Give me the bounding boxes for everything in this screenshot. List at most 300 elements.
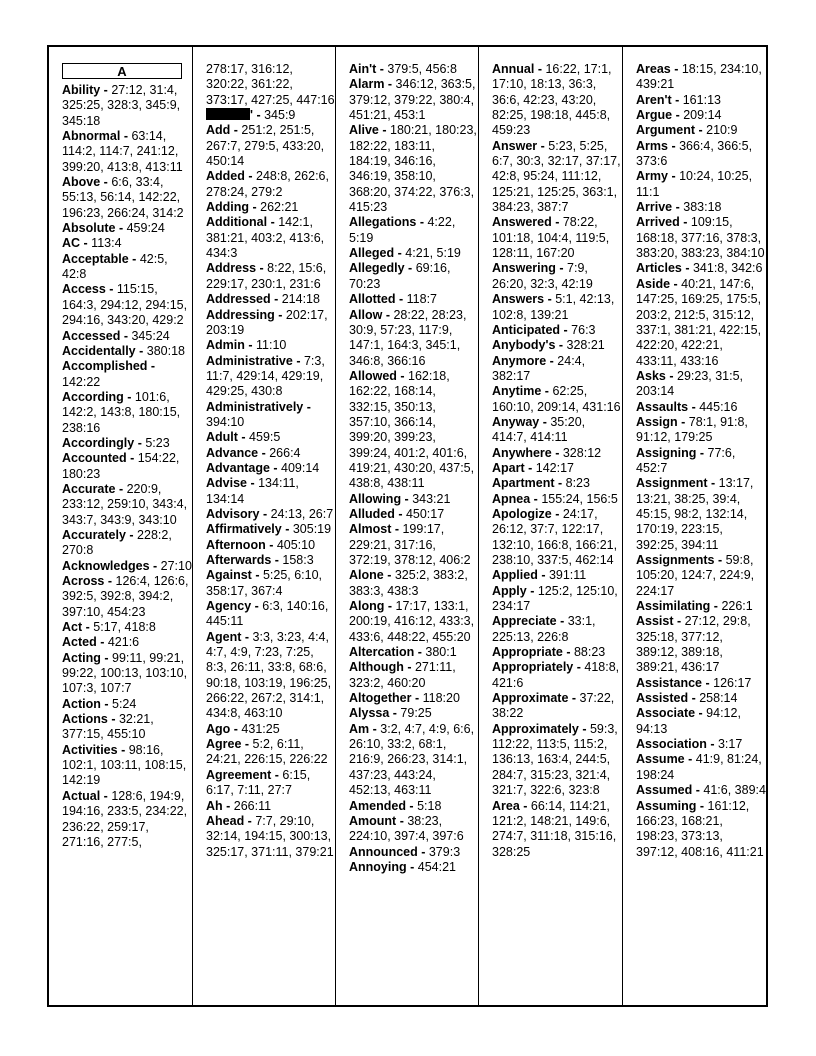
index-entry [62, 651, 192, 697]
index-term: Anymore [492, 353, 547, 368]
index-term: Above [62, 175, 101, 190]
term-separator: - [259, 506, 271, 521]
page-line-refs: 42:5, 42:8 [62, 251, 168, 282]
page-line-refs: 17:17, 133:1, 200:19, 416:12, 433:3, 433:6, 448:22, 455:20 [349, 599, 475, 644]
index-entry [206, 630, 335, 722]
index-term: Allowed [349, 368, 397, 383]
index-entry [492, 660, 622, 691]
term-separator: - [376, 62, 388, 76]
index-term: Almost [349, 522, 392, 537]
term-separator: - [222, 798, 234, 813]
index-term: Alleged [349, 246, 395, 261]
index-term: Alone [349, 568, 384, 583]
page-line-refs: 7:9, 26:20, 32:3, 42:19 [492, 261, 593, 291]
index-term: Argument [636, 123, 696, 138]
index-term: Alive [349, 123, 379, 138]
index-term: Articles [636, 261, 682, 276]
index-entry [636, 614, 766, 675]
term-separator: - [241, 629, 253, 644]
index-entry [62, 635, 192, 650]
page-line-refs: 5:23 [145, 435, 170, 450]
index-term: Assignments [636, 553, 715, 567]
index-term: Adding [206, 200, 250, 215]
page-line-refs: 27:10 [160, 558, 192, 573]
index-entry [206, 814, 335, 860]
index-entry [206, 599, 335, 630]
term-separator: - [714, 553, 726, 567]
term-separator: - [396, 368, 409, 383]
index-term: Amended [349, 798, 406, 813]
index-term: Assist [636, 614, 674, 629]
index-term: Alyssa [349, 706, 390, 721]
index-term: Agree [206, 737, 242, 752]
index-entry [62, 221, 192, 236]
page-line-refs: 38:23, 224:10, 397:4, 397:6 [349, 813, 464, 844]
index-entry [206, 123, 335, 169]
index-term: Association [636, 737, 707, 752]
term-separator: - [696, 798, 708, 813]
index-entry [349, 215, 478, 246]
index-term: Agreement [206, 767, 272, 782]
index-term: Allow [349, 307, 383, 322]
index-entry [206, 200, 335, 215]
term-separator: - [688, 691, 700, 706]
index-term: Accurate [62, 481, 116, 496]
index-term: Applied [492, 568, 538, 583]
term-separator: - [679, 215, 691, 230]
index-entry [636, 200, 766, 215]
term-separator: - [369, 721, 381, 736]
index-entry [636, 553, 766, 599]
page-line-refs: 40:21, 147:6, 147:25, 169:25, 175:5, 203:2, 212:5, 315:12, 337:1, 381:21, 422:15, 422:20, 422:21, 433:11, 433:16 [636, 276, 762, 368]
term-separator: - [672, 200, 684, 215]
index-term: Annual [492, 62, 535, 76]
index-entry [636, 369, 766, 400]
index-term: Anyway [492, 414, 540, 429]
page-line-refs: 113:4 [91, 236, 122, 251]
page-line-refs: 251:2, 251:5, 267:7, 279:5, 433:20, 450:14 [206, 123, 325, 169]
index-entry [206, 446, 335, 461]
term-separator: - [707, 476, 719, 491]
term-separator: - [556, 614, 568, 629]
page-line-refs: 59:8, 105:20, 124:7, 224:9, 224:17 [636, 553, 755, 598]
page-line-refs: 209:14 [683, 108, 722, 123]
term-separator: - [539, 414, 551, 429]
index-term: Allegations [349, 215, 417, 230]
index-entry [636, 799, 766, 860]
index-entry [62, 620, 192, 635]
term-separator: - [396, 813, 408, 828]
term-separator: - [688, 399, 700, 414]
page-line-refs: 35:20, 414:7, 414:11 [492, 414, 586, 445]
page-line-refs: 115:15, 164:3, 294:12, 294:15, 294:16, 343:20, 429:2 [62, 282, 188, 328]
page-line-refs: 78:22, 101:18, 104:4, 119:5, 128:11, 167:20 [492, 215, 610, 261]
term-separator: - [416, 215, 428, 230]
term-separator: - [665, 368, 677, 383]
index-term: AC [62, 236, 81, 251]
page-line-refs: 325:2, 383:2, 383:3, 438:3 [349, 568, 468, 598]
index-entry [492, 645, 622, 660]
index-term: Announced [349, 844, 418, 859]
page-line-refs: 6:6, 33:4, 55:13, 56:14, 142:22, 196:23, 266:24, 314:2 [62, 175, 184, 220]
term-separator: - [414, 645, 426, 660]
index-entry [349, 246, 478, 261]
index-term: Army [636, 169, 668, 184]
term-separator: - [405, 798, 418, 813]
term-separator: - [258, 445, 270, 460]
page-line-refs: 459:5 [249, 430, 281, 445]
page-line-refs: 13:17, 13:21, 38:25, 39:4, 45:15, 98:2, 132:14, 170:19, 223:15, 392:25, 394:11 [636, 476, 754, 552]
page-line-refs: 214:18 [281, 292, 320, 307]
term-separator: - [706, 737, 718, 752]
term-separator: - [244, 338, 256, 353]
term-separator: - [684, 752, 696, 767]
term-separator: - [681, 261, 693, 276]
index-term: Against [206, 568, 252, 583]
page-line-refs: 379:3 [428, 844, 461, 859]
index-term: Allotted [349, 292, 396, 307]
index-term: Anytime [492, 384, 542, 399]
index-term: Anybody's [492, 338, 556, 353]
term-separator: - [105, 282, 117, 297]
index-entry [206, 768, 335, 799]
index-entry [492, 261, 622, 292]
page-line-refs: 66:14, 114:21, 121:2, 148:21, 149:6, 274:7, 311:18, 315:16, 328:25 [492, 798, 617, 859]
page-line-refs: 24:4, 382:17 [492, 353, 586, 383]
index-entry [206, 354, 335, 400]
term-separator: - [100, 650, 112, 665]
index-term: Acted [62, 635, 97, 650]
term-separator: - [562, 645, 574, 660]
term-separator: - [115, 481, 127, 496]
index-term: Afternoon [206, 537, 266, 552]
index-entry [62, 712, 192, 743]
index-entry [636, 108, 766, 123]
index-term: Apply [492, 583, 527, 598]
page-line-refs: 98:16, 102:1, 103:11, 108:15, 142:19 [62, 742, 187, 788]
index-entry [349, 292, 478, 307]
index-term: Admin [206, 338, 245, 353]
index-entry [62, 789, 192, 850]
term-separator: - [244, 169, 256, 184]
page-line-refs: 405:10 [276, 537, 316, 552]
index-term: Although [349, 660, 404, 675]
term-separator: - [265, 537, 277, 552]
term-separator: - [544, 292, 556, 307]
index-entry [636, 599, 766, 614]
term-separator: - [541, 384, 553, 399]
index-entry [492, 62, 622, 139]
index-entry [206, 400, 335, 431]
term-separator: - [107, 712, 119, 727]
index-entry [349, 599, 478, 645]
page-line-refs: 345:24 [131, 328, 170, 343]
index-term: Ain't [349, 62, 377, 76]
index-column-5 [623, 47, 766, 1005]
index-entry [62, 436, 192, 451]
term-separator: - [120, 328, 132, 343]
page-line-refs: 379:5, 456:8 [387, 62, 457, 76]
page-line-refs: 29:23, 31:5, 203:14 [636, 368, 744, 399]
term-separator: - [551, 506, 563, 521]
index-term: Answer [492, 138, 538, 153]
index-entry [206, 338, 335, 353]
index-term: Assignment [636, 476, 708, 491]
page-line-refs: 459:24 [126, 221, 165, 236]
index-entry [349, 123, 478, 215]
index-entry [62, 252, 192, 283]
page-line-refs: 109:15, 168:18, 377:16, 378:3, 383:20, 383:23, 384:10 [636, 215, 765, 261]
index-term: Advance [206, 445, 259, 460]
index-term: Along [349, 599, 385, 614]
page-line-refs: 154:22, 180:23 [62, 451, 180, 481]
page-line-refs: 4:21, 5:19 [405, 246, 461, 261]
page-line-refs: 118:7 [406, 292, 437, 307]
page-line-refs: 63:14, 114:2, 114:7, 241:12, 399:20, 413:8, 413:11 [62, 129, 183, 174]
index-entry [206, 476, 335, 507]
page-line-refs: 161:12, 166:23, 168:21, 198:23, 373:13, 397:12, 408:16, 411:21 [636, 798, 764, 859]
index-term: Assimilating [636, 599, 711, 614]
index-term: Allegedly [349, 261, 405, 276]
term-separator: - [115, 221, 127, 236]
term-separator: - [135, 343, 147, 358]
index-term: Accordingly [62, 435, 135, 450]
index-entry [206, 108, 335, 123]
index-term: Arrive [636, 200, 673, 215]
index-term: Absolute [62, 221, 116, 236]
index-entry [492, 139, 622, 216]
page-line-refs: 341:8, 342:6 [692, 261, 763, 276]
term-separator: - [267, 215, 279, 230]
term-separator: - [578, 721, 590, 736]
section-letter-heading: A [62, 63, 182, 79]
page-line-refs: 266:11 [233, 798, 272, 813]
index-term: Altercation [349, 645, 415, 660]
index-column-1 [49, 47, 193, 1005]
index-term: Accessed [62, 328, 121, 343]
index-term: Am [349, 721, 370, 736]
term-separator: - [251, 568, 263, 583]
term-separator: - [546, 353, 558, 368]
index-term: Administratively [206, 399, 304, 414]
index-entry [349, 691, 478, 706]
page-line-refs: 418:8, 421:6 [492, 660, 620, 690]
page-line-refs: 5:25, 6:10, 358:17, 367:4 [206, 568, 323, 598]
term-separator: - [395, 292, 407, 307]
page-line-refs: 33:1, 225:13, 226:8 [492, 614, 596, 644]
term-separator: - [526, 583, 538, 598]
page-line-refs: 199:17, 229:21, 317:16, 372:19, 378:12, 406:2 [349, 522, 471, 567]
index-entry [636, 476, 766, 553]
index-term: Assisted [636, 691, 689, 706]
page-line-refs: 3:17 [717, 737, 743, 752]
term-separator: - [247, 476, 259, 491]
index-entry [206, 292, 335, 307]
index-term: Addressing [206, 307, 275, 322]
index-term: Assign [636, 414, 678, 429]
index-column-2 [193, 47, 336, 1005]
term-separator: - [80, 236, 92, 251]
page-line-refs: 228:2, 270:8 [62, 527, 172, 558]
index-term: Affirmatively [206, 522, 282, 537]
index-entry [62, 83, 192, 129]
index-entry [349, 722, 478, 799]
index-entry [492, 415, 622, 446]
index-term: Asks [636, 368, 666, 383]
page-line-refs: 76:3 [571, 322, 596, 337]
index-term: Approximate [492, 691, 569, 706]
page-line-refs: 180:21, 180:23, 182:22, 183:11, 184:19, 346:16, 346:19, 358:10, 368:20, 374:22, 376:3, 415:23 [349, 123, 477, 215]
index-term: Altogether [349, 691, 412, 706]
index-entry [62, 344, 192, 359]
index-entry [349, 706, 478, 721]
index-entry [636, 93, 766, 108]
page-line-refs: 78:1, 91:8, 91:12, 179:25 [636, 414, 748, 445]
index-entry [62, 236, 192, 251]
index-entry [492, 568, 622, 583]
term-separator: - [292, 353, 304, 368]
term-separator: - [126, 451, 138, 466]
index-entry [636, 783, 766, 798]
index-entry [492, 215, 622, 261]
page-line-refs: 62:25, 160:10, 209:14, 431:16 [492, 384, 621, 414]
index-term: Addressed [206, 292, 271, 307]
index-term: Anticipated [492, 322, 561, 337]
index-term: Acting [62, 650, 101, 665]
index-entry [62, 482, 192, 528]
index-term: Argue [636, 108, 673, 123]
index-entry [206, 215, 335, 261]
page-line-refs: 88:23 [573, 645, 606, 660]
term-separator: - [123, 389, 135, 404]
index-entry [349, 261, 478, 292]
term-separator: - [249, 200, 261, 215]
index-entry [492, 799, 622, 860]
page-line-refs: 142:1, 381:21, 403:2, 413:6, 434:3 [206, 215, 325, 261]
index-entry [349, 860, 478, 875]
index-term: Assaults [636, 399, 689, 414]
index-entry [62, 743, 192, 789]
page-line-refs: 41:9, 81:24, 198:24 [636, 752, 762, 782]
index-entry [349, 645, 478, 660]
index-entry [636, 215, 766, 261]
page-line-refs: 158:3 [282, 553, 314, 567]
index-entry [492, 292, 622, 323]
page-line-refs: 28:22, 28:23, 30:9, 57:23, 117:9, 147:1, 164:3, 345:1, 346:8, 366:16 [349, 307, 467, 368]
index-term: Ah [206, 798, 223, 813]
term-separator: - [378, 123, 390, 138]
index-term: Agency [206, 599, 252, 614]
page-line-refs: 3:3, 3:23, 4:4, 4:7, 4:9, 7:23, 7:25, 8:3, 26:11, 33:8, 68:6, 90:18, 103:19, 196:25, 266:22, 267:2, 314:1, 434:8, 463:10 [206, 629, 332, 721]
index-term: Advise [206, 476, 247, 491]
term-separator: - [667, 138, 680, 153]
page-line-refs: 126:4, 126:6, 392:5, 392:8, 394:2, 397:10, 454:23 [62, 574, 189, 619]
index-term: Accidentally [62, 343, 136, 358]
term-separator: - [147, 359, 156, 374]
index-term: Allowing [349, 491, 402, 506]
page-line-refs: 5:1, 42:13, 102:8, 139:21 [492, 292, 615, 322]
index-term: Approximately [492, 721, 579, 736]
index-term: Associate [636, 706, 696, 721]
index-term: Add [206, 123, 231, 138]
index-term: Additional [206, 215, 268, 230]
index-entry [206, 737, 335, 768]
index-term: Accounted [62, 451, 127, 466]
page-line-refs: 7:3, 11:7, 429:14, 429:19, 429:25, 430:8 [206, 353, 325, 399]
term-separator: - [672, 108, 684, 123]
index-entry [636, 706, 766, 737]
index-term: Anywhere [492, 445, 552, 460]
term-separator: - [384, 599, 396, 614]
page-line-refs: 258:14 [699, 691, 738, 706]
term-separator: - [403, 660, 415, 675]
index-entry [492, 384, 622, 415]
page-line-refs: 431:25 [241, 721, 280, 736]
index-entry [206, 538, 335, 553]
index-entry [206, 507, 335, 522]
index-term: Apnea [492, 491, 531, 506]
term-separator: - [524, 460, 536, 475]
term-separator: - [673, 614, 685, 629]
term-separator: - [100, 175, 112, 190]
term-separator: - [695, 123, 707, 138]
page-line-refs: 142:22 [62, 374, 101, 389]
index-entry [492, 614, 622, 645]
term-separator: - [271, 553, 283, 567]
index-term: Apologize [492, 506, 552, 521]
index-term: Answers [492, 292, 545, 307]
term-separator: - [555, 338, 567, 353]
page-line-refs: 11:10 [256, 338, 287, 353]
index-entry [636, 446, 766, 477]
page-line-refs: 101:6, 142:2, 143:8, 180:15, 238:16 [62, 389, 181, 435]
page-line-refs: 262:21 [260, 200, 299, 215]
term-separator: - [271, 767, 283, 782]
index-entry [206, 261, 335, 292]
page-line-refs: 79:25 [400, 706, 432, 721]
index-entry [62, 282, 192, 328]
page-line-refs: 77:6, 452:7 [636, 445, 736, 475]
term-separator: - [670, 62, 682, 76]
term-separator: - [417, 844, 429, 859]
term-separator: - [411, 691, 423, 706]
index-term: Appropriate [492, 645, 563, 660]
index-entry [349, 660, 478, 691]
term-separator: - [702, 675, 714, 690]
index-entry [62, 359, 192, 390]
page-line-refs: 271:11, 323:2, 460:20 [349, 660, 456, 690]
term-separator: - [667, 169, 680, 184]
index-entry [492, 338, 622, 353]
index-term: Apart [492, 460, 525, 475]
index-term: Assumed [636, 783, 693, 798]
index-entry [62, 574, 192, 620]
index-term: Afterwards [206, 553, 272, 567]
page-line-refs: 162:18, 162:22, 168:14, 332:15, 350:13, 357:10, 366:14, 399:20, 399:23, 399:24, 401:2, 401:6, 419:21, 430:20, 437:5, 438:8, 438:11 [349, 368, 475, 491]
page-line-refs: 266:4 [269, 445, 301, 460]
index-entry [62, 451, 192, 482]
term-separator: - [244, 813, 256, 828]
page-line-refs: 118:20 [422, 691, 460, 706]
page-line-refs: 328:21 [566, 338, 605, 353]
page-line-refs: 7:7, 29:10, 32:14, 194:15, 300:13, 325:17, 371:11, 379:21 [206, 813, 334, 859]
page-line-refs: 380:1 [425, 645, 457, 660]
index-term: Answered [492, 215, 552, 230]
page-line-refs: 24:13, 26:7 [270, 506, 334, 521]
index-term: Acknowledges [62, 558, 150, 573]
page-line-refs: 27:12, 31:4, 325:25, 328:3, 345:9, 345:18 [62, 83, 181, 128]
index-term: Arrived [636, 215, 680, 230]
